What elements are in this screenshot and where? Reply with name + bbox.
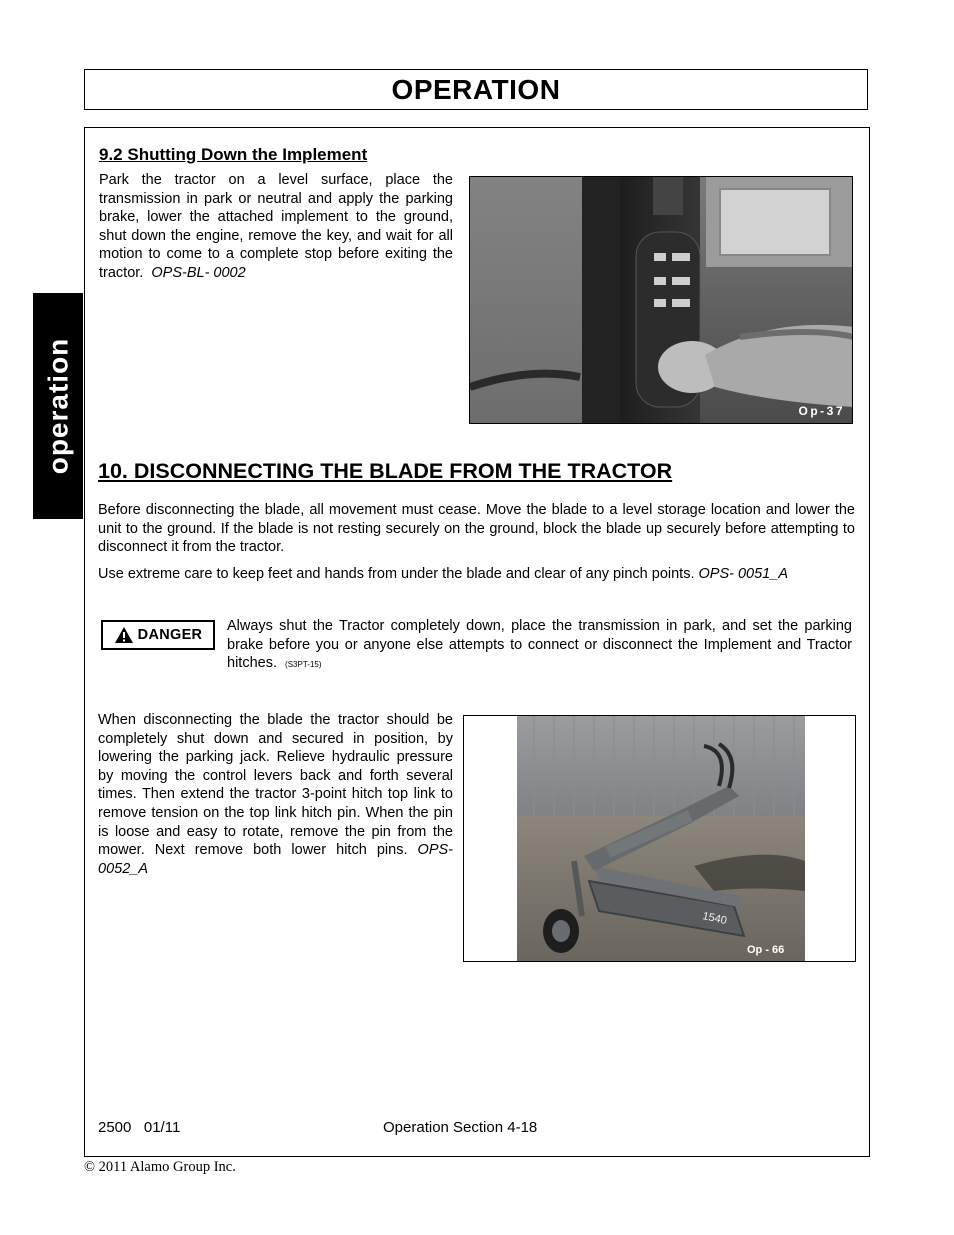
- danger-label: DANGER: [137, 627, 203, 643]
- section-10-para-2-text: Use extreme care to keep feet and hands from under the blade and clear of any pinch points.: [98, 566, 695, 582]
- warning-triangle-icon: [114, 626, 134, 644]
- blade-model-number: 1540: [701, 910, 728, 928]
- blade-implement-illustration: [464, 716, 856, 962]
- section-10-heading: 10. DISCONNECTING THE BLADE FROM THE TRACTOR: [98, 459, 673, 483]
- section-10-para-2: [98, 565, 855, 584]
- section-10-para-3: [98, 711, 453, 878]
- side-tab-label: operation: [42, 337, 73, 475]
- danger-message-ref: (S3PT-15): [285, 660, 322, 670]
- photo-op-37-label: Op-37: [798, 404, 845, 418]
- section-10-para-1: Before disconnecting the blade, all movement must cease. Move the blade to a level storage location and lower the unit to the ground. If the blade is not resting securely on the ground, block the blade up securely before attempting to disconnect it from the tractor.: [98, 502, 855, 556]
- footer-model-date: 2500 01/11: [98, 1119, 181, 1136]
- photo-op-66-label: Op - 66: [747, 944, 785, 956]
- section-9-2-text: Park the tractor on a level surface, place the transmission in park or neutral and apply the parking brake, lower the attached implement to the ground, shut down the engine, remove the key, and wait for all motion to come to a complete stop before exiting the tractor.: [99, 172, 453, 281]
- photo-tractor-controls: [469, 176, 853, 424]
- copyright-notice: © 2011 Alamo Group Inc.: [84, 1159, 236, 1175]
- page-header: [84, 69, 868, 110]
- section-10-para-2-ref: OPS- 0051_A: [698, 566, 788, 582]
- photo-blade-implement: [463, 715, 856, 962]
- section-10-para-3-ref: OPS- 0052_A: [98, 842, 453, 877]
- section-10-para-3-text: When disconnecting the blade the tractor should be completely shut down and secured in position, by lowering the parking jack. Relieve hydraulic pressure by moving the control levers back and forth several times. Then extend the tractor 3-point hitch top link to remove tension on the top link hitch pin. When the pin is loose and easy to rotate, remove the pin from the mower. Next remove both lower hitch pins.: [98, 712, 453, 859]
- section-9-2-ref: OPS-BL- 0002: [151, 264, 246, 281]
- danger-label-box: [101, 620, 215, 650]
- section-9-2-heading: 9.2 Shutting Down the Implement: [99, 145, 368, 164]
- tractor-controls-illustration: [470, 177, 853, 424]
- footer-section-page: Operation Section 4-18: [383, 1119, 538, 1136]
- danger-message-text: Always shut the Tractor completely down, place the transmission in park, and set the parking brake before you or anyone else attempts to connect or disconnect the Implement and Tractor hitches.: [227, 618, 852, 672]
- page-title: OPERATION: [391, 73, 561, 105]
- danger-message: [227, 617, 852, 675]
- side-tab: [33, 293, 83, 519]
- section-9-2-body: [99, 171, 453, 283]
